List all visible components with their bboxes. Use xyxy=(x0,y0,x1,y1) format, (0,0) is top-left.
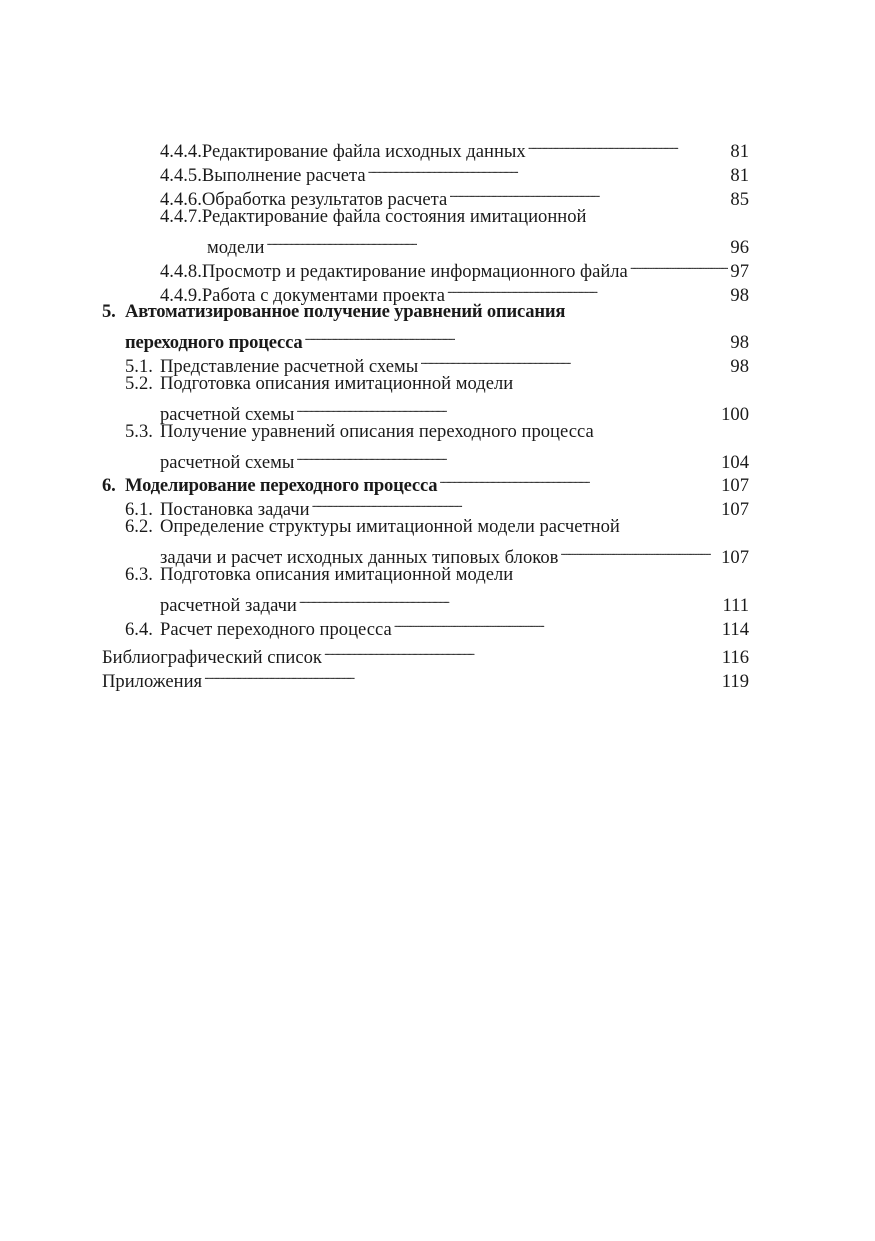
toc-entry-page: 98 xyxy=(730,356,749,377)
toc-entry-number: 4.4.9. xyxy=(160,285,202,306)
leader-dots xyxy=(439,467,719,491)
toc-entry-page: 111 xyxy=(722,595,749,616)
toc-chapter-number: 6. xyxy=(102,475,116,496)
toc-entry[interactable] xyxy=(125,515,749,539)
leader-dots xyxy=(296,396,719,420)
leader-dots xyxy=(394,611,720,635)
toc-entry-title-cont: расчетной задачи xyxy=(160,595,297,616)
toc-entry-page: 85 xyxy=(730,189,749,210)
toc-chapter[interactable] xyxy=(102,300,749,324)
toc-entry[interactable] xyxy=(125,563,749,587)
toc-entry-page: 104 xyxy=(721,452,749,473)
leader-dots xyxy=(324,639,720,663)
toc-entry-title: Редактирование файла состояния имитационной xyxy=(201,206,587,227)
leader-dots xyxy=(449,181,728,205)
toc-entry-bibliography[interactable] xyxy=(102,639,749,668)
toc-entry-title: Постановка задачи xyxy=(160,499,310,520)
leader-dots xyxy=(304,324,728,348)
toc-chapter-title-cont: переходного процесса xyxy=(125,332,303,353)
leader-dots xyxy=(312,491,720,515)
toc-entry-number: 6.3. xyxy=(125,564,153,585)
toc-entry-title-cont: расчетной схемы xyxy=(160,452,295,473)
toc-entry-number: 6.4. xyxy=(125,619,153,640)
toc-entry-title: Представление расчетной схемы xyxy=(160,356,419,377)
leader-dots xyxy=(630,253,729,277)
toc-entry[interactable] xyxy=(160,181,749,210)
toc-chapter-number: 5. xyxy=(102,301,116,322)
toc-entry-title: Получение уравнений описания переходного процесса xyxy=(160,421,594,442)
leader-dots xyxy=(420,348,728,372)
toc-entry-title: Расчет переходного процесса xyxy=(160,619,392,640)
toc-entry-title: Подготовка описания имитационной модели xyxy=(160,373,514,394)
toc-entry-number: 4.4.7. xyxy=(160,206,202,227)
toc-entry[interactable] xyxy=(160,277,749,306)
toc-entry-page: 96 xyxy=(730,237,749,258)
toc-entry-continuation[interactable] xyxy=(160,396,749,425)
toc-entry-number: 4.4.8. xyxy=(160,261,202,282)
toc-entry-title: Редактирование файла исходных данных xyxy=(201,141,526,162)
leader-dots xyxy=(266,229,728,253)
toc-entry-number: 6.2. xyxy=(125,516,153,537)
toc-entry[interactable] xyxy=(160,205,749,229)
toc-entry[interactable] xyxy=(125,611,749,640)
leader-dots xyxy=(528,133,729,157)
toc-entry-number: 5.2. xyxy=(125,373,153,394)
toc-entry-continuation[interactable] xyxy=(160,444,749,473)
toc-entry-continuation[interactable] xyxy=(160,587,749,616)
toc-chapter-continuation[interactable] xyxy=(125,324,749,353)
leader-dots xyxy=(447,277,728,301)
toc-entry-title: Определение структуры имитационной модели расчетной xyxy=(160,516,620,537)
toc-entry[interactable] xyxy=(125,348,749,377)
toc-entry-page: 114 xyxy=(721,619,749,640)
toc-entry-number: 4.4.4. xyxy=(160,141,202,162)
toc-chapter-title: Моделирование переходного процесса xyxy=(125,475,438,496)
toc-entry-title: Работа с документами проекта xyxy=(201,285,446,306)
toc-entry[interactable] xyxy=(125,372,749,396)
leader-dots xyxy=(560,539,719,563)
toc-chapter-title: Автоматизированное получение уравнений описания xyxy=(125,301,566,322)
leader-dots xyxy=(204,663,720,687)
toc-entry-title: Приложения xyxy=(102,671,203,692)
toc-entry-page: 107 xyxy=(721,499,749,520)
toc-entry[interactable] xyxy=(125,491,749,520)
toc-entry-title-cont: модели xyxy=(207,237,265,258)
toc-entry-page: 100 xyxy=(721,404,749,425)
toc-entry-page: 98 xyxy=(730,285,749,306)
toc-entry-title: Выполнение расчета xyxy=(201,165,366,186)
toc-entry[interactable] xyxy=(160,157,749,186)
toc-entry-page: 119 xyxy=(721,671,749,692)
toc-entry-number: 4.4.6. xyxy=(160,189,202,210)
toc-entry-title-cont: расчетной схемы xyxy=(160,404,295,425)
toc-entry-page: 116 xyxy=(721,647,749,668)
leader-dots xyxy=(296,444,719,468)
toc-entry-title: Обработка результатов расчета xyxy=(201,189,448,210)
toc-chapter[interactable] xyxy=(102,467,749,496)
toc-entry-page: 107 xyxy=(721,475,749,496)
toc-entry-number: 6.1. xyxy=(125,499,153,520)
toc-entry-page: 107 xyxy=(721,547,749,568)
toc-entry-appendices[interactable] xyxy=(102,663,749,692)
toc-entry[interactable] xyxy=(160,253,749,282)
toc-entry-page: 98 xyxy=(730,332,749,353)
toc-entry-page: 81 xyxy=(730,165,749,186)
toc-entry-page: 97 xyxy=(730,261,749,282)
toc-entry-title-cont: задачи и расчет исходных данных типовых блоков xyxy=(160,547,559,568)
toc-entry-page: 81 xyxy=(730,141,749,162)
toc-entry-number: 5.1. xyxy=(125,356,153,377)
leader-dots xyxy=(368,157,729,181)
toc-entry-number: 5.3. xyxy=(125,421,153,442)
toc-entry-title: Подготовка описания имитационной модели xyxy=(160,564,514,585)
toc-entry-continuation[interactable] xyxy=(160,539,749,568)
toc-entry[interactable] xyxy=(160,133,749,162)
toc-entry[interactable] xyxy=(125,420,749,444)
toc-entry-number: 4.4.5. xyxy=(160,165,202,186)
leader-dots xyxy=(299,587,721,611)
toc-entry-continuation[interactable] xyxy=(207,229,749,258)
toc-entry-title: Просмотр и редактирование информационного файла xyxy=(201,261,628,282)
toc-entry-title: Библиографический список xyxy=(102,647,322,668)
